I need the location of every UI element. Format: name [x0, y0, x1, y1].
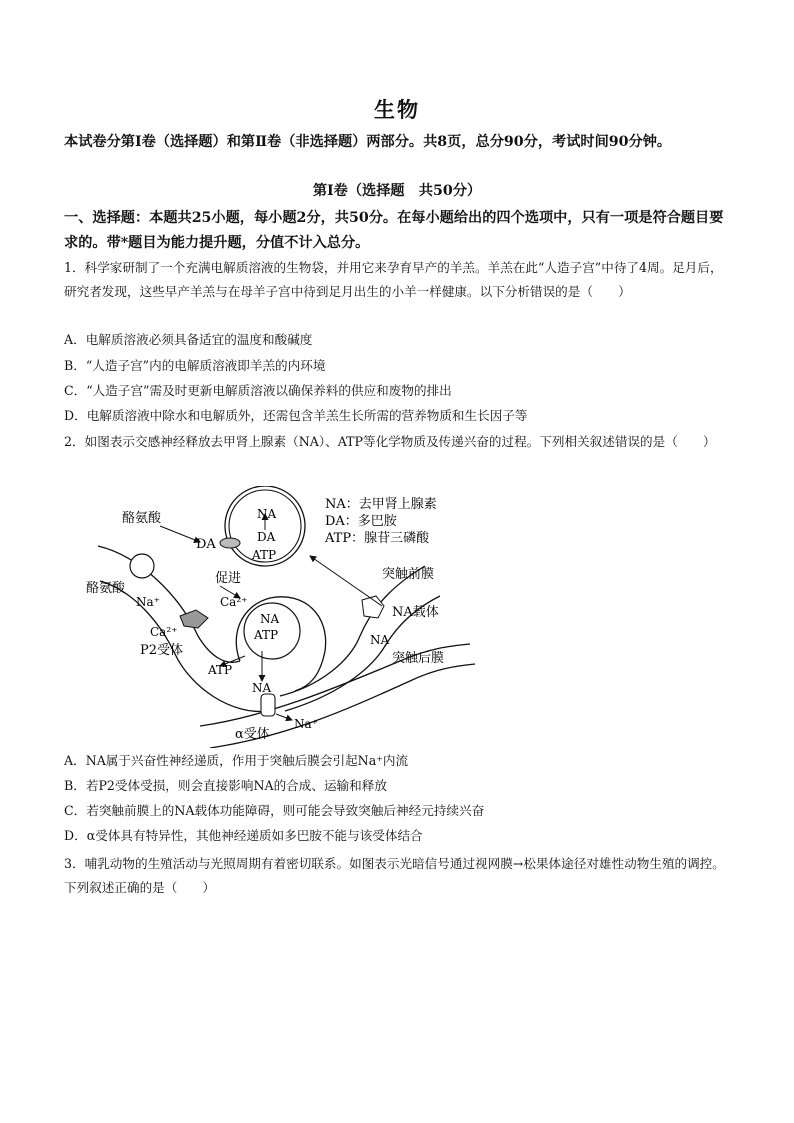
- label-tyrosine-left: 酪氨酸: [86, 581, 126, 596]
- label-release-na: NA: [260, 612, 280, 626]
- label-vesicle-na: NA: [257, 507, 277, 521]
- question-1-option-b[interactable]: B．“人造子宫”内的电解质溶液即羊羔的内环境: [64, 358, 326, 373]
- question-2-option-a[interactable]: A．NA属于兴奋性神经递质，作用于突触后膜会引起Na⁺内流: [64, 753, 409, 768]
- legend-da: DA：多巴胺: [325, 514, 397, 529]
- question-1-option-d[interactable]: D．电解质溶液中除水和电解质外，还需包含羊羔生长所需的营养物质和生长因子等: [64, 408, 528, 423]
- section-heading: 第Ⅰ卷（选择题 共50分）: [312, 183, 482, 199]
- question-1-option-a[interactable]: A．电解质溶液必须具备适宜的温度和酸碱度: [64, 332, 313, 347]
- label-na-plus-out: Na⁺: [294, 717, 318, 731]
- exam-intro: 本试卷分第Ⅰ卷（选择题）和第Ⅱ卷（非选择题）两部分。共8页，总分90分，考试时间90分钟。: [64, 134, 672, 150]
- label-na-right: NA: [370, 633, 390, 647]
- label-ca-left: Ca²⁺: [150, 625, 178, 639]
- page-title: 生物: [374, 97, 420, 122]
- question-3-stem: 3．哺乳动物的生殖活动与光照周期有着密切联系。如图表示光暗信号通过视网膜→松果体途径对雄性动物生殖的调控。下列叙述正确的是（ ）: [64, 856, 725, 895]
- question-2-option-d[interactable]: D．α受体具有特异性，其他神经递质如多巴胺不能与该受体结合: [64, 828, 423, 843]
- label-na-carrier: NA载体: [392, 605, 439, 620]
- legend-na: NA：去甲肾上腺素: [325, 497, 437, 512]
- label-na-cleft: NA: [252, 681, 272, 695]
- synapse-diagram: [80, 486, 480, 748]
- label-da-outside: DA: [196, 537, 216, 552]
- legend-atp: ATP：腺苷三磷酸: [325, 531, 430, 546]
- label-p2-receptor: P2受体: [140, 643, 184, 658]
- label-promote: 促进: [215, 571, 242, 586]
- question-2-option-c[interactable]: C．若突触前膜上的NA载体功能障碍，则可能会导致突触后神经元持续兴奋: [64, 803, 485, 818]
- label-na-plus-left: Na⁺: [136, 595, 160, 609]
- question-1-stem: 1．科学家研制了一个充满电解质溶液的生物袋，并用它来孕育早产的羊羔。羊羔在此“人造子宫”中待了4周。足月后，研究者发现，这些早产羊羔与在母羊子宫中待到足月出生的小羊一样健康。以下分析错误的是（ ）: [64, 260, 723, 299]
- label-vesicle-da: DA: [257, 530, 276, 544]
- label-alpha-receptor: α受体: [235, 727, 270, 742]
- label-atp-outside: ATP: [208, 663, 233, 677]
- question-1-option-c[interactable]: C．“人造子宫”需及时更新电解质溶液以确保养料的供应和废物的排出: [64, 383, 452, 398]
- label-release-atp: ATP: [254, 628, 279, 642]
- label-ca-mid: Ca²⁺: [220, 595, 248, 609]
- question-2-option-b[interactable]: B．若P2受体受损，则会直接影响NA的合成、运输和释放: [64, 778, 387, 793]
- label-postsynaptic-membrane: 突触后膜: [392, 651, 445, 666]
- label-vesicle-atp: ATP: [252, 548, 277, 562]
- label-presynaptic-membrane: 突触前膜: [382, 567, 435, 582]
- part-heading: 一、选择题：本题共25小题，每小题2分，共50分。在每小题给出的四个选项中，只有一项是符合题目要求的。带*题目为能力提升题，分值不计入总分。: [64, 210, 724, 251]
- label-tyrosine-top: 酪氨酸: [122, 511, 162, 526]
- question-2-stem: 2．如图表示交感神经释放去甲肾上腺素（NA）、ATP等化学物质及传递兴奋的过程。下列相关叙述错误的是（ ）: [64, 434, 716, 449]
